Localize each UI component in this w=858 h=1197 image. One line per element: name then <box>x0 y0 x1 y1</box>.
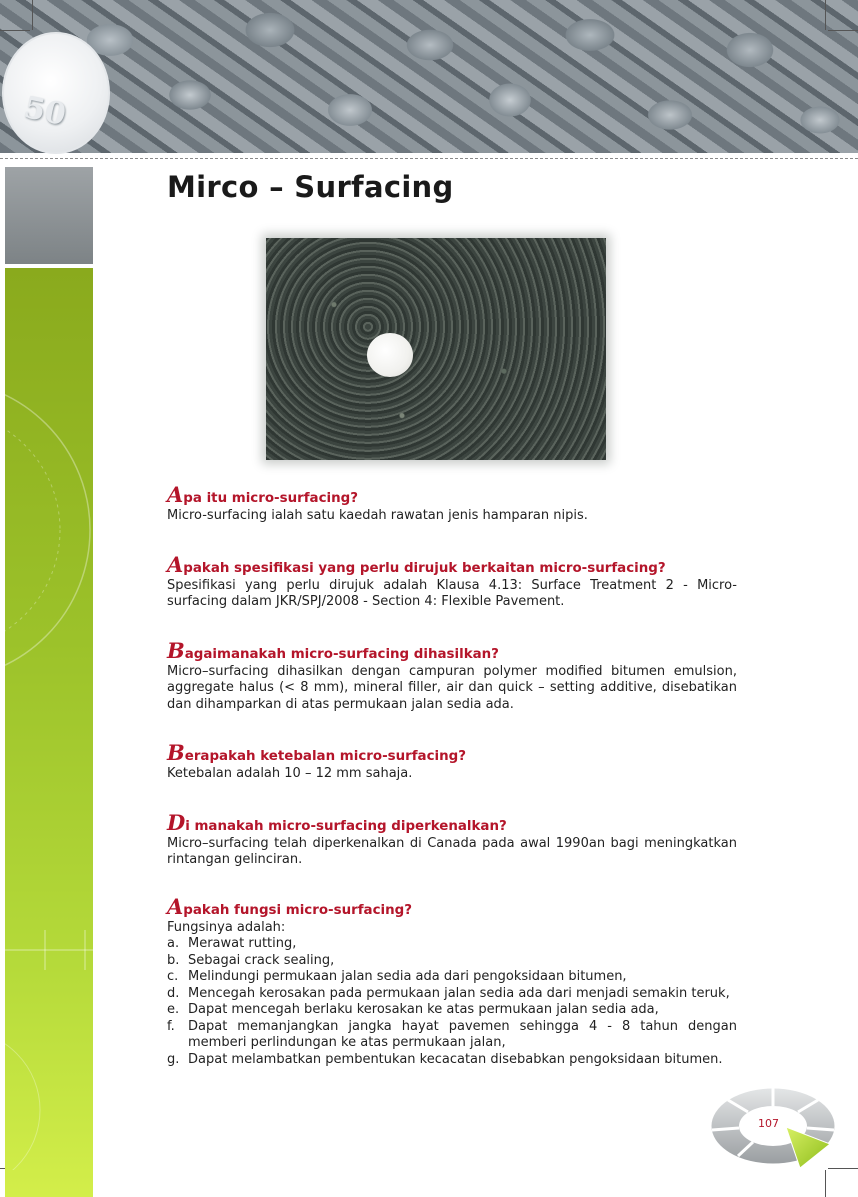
answer-text: Micro–surfacing dihasilkan dengan campuran polymer modified bitumen emulsion, aggregate halus (< 8 mm), mineral filler, air dan quick – setting additive, disebatikan dan dihamparkan di atas permukaan jalan sedia ada. <box>167 663 737 712</box>
qa-section <box>167 809 737 869</box>
dropcap: A <box>167 551 184 577</box>
list-item <box>167 936 737 953</box>
list-item <box>167 1052 737 1069</box>
list-item-text: Dapat melambatkan pembentukan kecacatan disebabkan pengoksidaan bitumen. <box>188 1051 723 1067</box>
qa-section <box>167 551 737 611</box>
crop-mark <box>32 0 33 30</box>
list-marker: d. <box>167 985 180 1001</box>
banner-coin-text: 50 <box>20 90 69 133</box>
page-number: 107 <box>758 1117 779 1130</box>
list-item-text: Dapat mencegah berlaku kerosakan ke atas permukaan jalan sedia ada, <box>188 1002 659 1017</box>
question-heading <box>167 551 737 578</box>
question-text: erapakah ketebalan micro-surfacing? <box>184 749 467 764</box>
crop-mark <box>828 30 858 31</box>
question-text: i manakah micro-surfacing diperkenalkan? <box>185 818 507 834</box>
question-text: pa itu micro-surfacing? <box>183 491 358 506</box>
question-heading <box>167 637 737 664</box>
question-heading <box>167 893 737 920</box>
answer-text: Micro–surfacing telah diperkenalkan di Canada pada awal 1990an bagi meningkatkan rintangan gelinciran. <box>167 835 737 867</box>
answer-text: Fungsinya adalah: <box>167 919 286 935</box>
list-marker: b. <box>167 952 180 968</box>
qa-section <box>167 893 737 1069</box>
list-item <box>167 969 737 986</box>
list-item-text: Merawat rutting, <box>188 936 297 951</box>
question-heading <box>167 809 737 836</box>
function-list <box>167 936 737 1068</box>
question-text: agaimanakah micro-surfacing dihasilkan? <box>184 646 499 662</box>
list-item-text: Sebagai crack sealing, <box>188 952 335 968</box>
list-marker: c. <box>167 969 179 984</box>
question-text: pakah spesifikasi yang perlu dirujuk berkaitan micro-surfacing? <box>183 560 666 576</box>
list-item <box>167 1019 737 1052</box>
list-item <box>167 953 737 970</box>
list-marker: a. <box>167 936 180 951</box>
list-marker: g. <box>167 1051 180 1067</box>
question-text: pakah fungsi micro-surfacing? <box>183 902 412 918</box>
sidebar-compass-decoration <box>0 330 95 1170</box>
crop-mark <box>825 1170 826 1197</box>
answer-text: Ketebalan adalah 10 – 12 mm sahaja. <box>167 766 413 781</box>
qa-section <box>167 482 737 525</box>
dropcap: A <box>167 482 184 507</box>
list-item-text: Mencegah kerosakan pada permukaan jalan sedia ada dari menjadi semakin teruk, <box>188 985 730 1001</box>
list-item-text: Melindungi permukaan jalan sedia ada dari pengoksidaan bitumen, <box>188 969 627 984</box>
dropcap: B <box>167 637 185 663</box>
list-item <box>167 986 737 1003</box>
header-divider <box>0 158 858 159</box>
qa-section <box>167 740 737 783</box>
photo-coin <box>367 333 413 377</box>
crop-mark <box>825 0 826 30</box>
list-marker: f. <box>167 1018 175 1034</box>
gravel-banner-image <box>0 0 858 153</box>
sidebar-gray-block <box>5 167 93 264</box>
dropcap: A <box>167 893 184 919</box>
qa-content <box>167 482 737 1068</box>
dropcap: B <box>167 740 185 765</box>
answer-text: Micro-surfacing ialah satu kaedah rawatan jenis hamparan nipis. <box>167 508 588 523</box>
list-marker: e. <box>167 1002 180 1017</box>
question-heading <box>167 740 737 766</box>
page-title: Mirco – Surfacing <box>167 170 454 204</box>
question-heading <box>167 482 737 508</box>
list-item <box>167 1002 737 1019</box>
crop-mark <box>0 30 30 31</box>
answer-text: Spesifikasi yang perlu dirujuk adalah Klausa 4.13: Surface Treatment 2 - Micro-surfacing dalam JKR/SPJ/2008 - Section 4: Flexible Pavement. <box>167 577 737 609</box>
dropcap: D <box>167 809 186 835</box>
list-item-text: Dapat memanjangkan jangka hayat pavemen sehingga 4 - 8 tahun dengan memberi perlindungan ke atas permukaan jalan, <box>188 1018 737 1050</box>
banner-coin-image <box>2 32 110 154</box>
micro-surfacing-photo <box>266 238 606 460</box>
qa-section <box>167 637 737 714</box>
